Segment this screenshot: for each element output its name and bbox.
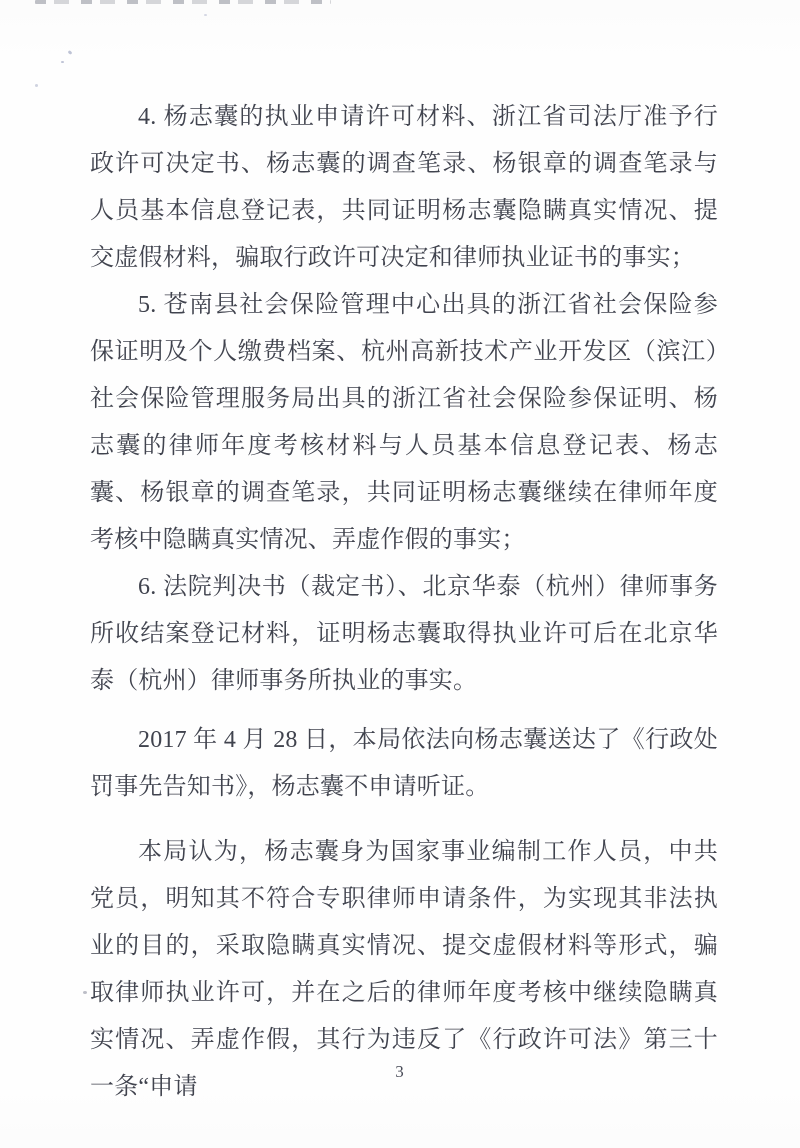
paragraph-evidence-item-4: 4. 杨志囊的执业申请许可材料、浙江省司法厅准予行政许可决定书、杨志囊的调查笔录、杨银章的调查笔录与人员基本信息登记表，共同证明杨志囊隐瞒真实情况、提交虚假材料，骗取行政许可决定和律师执业证书的事实； — [90, 104, 718, 271]
ink-speck — [83, 991, 87, 994]
ink-speck — [68, 50, 73, 55]
paragraph-prior-notice: 2017 年 4 月 28 日，本局依法向杨志囊送达了《行政处罚事先告知书》，杨志囊不申请听证。 — [90, 727, 718, 800]
paragraph-evidence-item-5: 5. 苍南县社会保险管理中心出具的浙江省社会保险参保证明及个人缴费档案、杭州高新技术产业开发区（滨江）社会保险管理服务局出具的浙江省社会保险参保证明、杨志囊的律师年度考核材料与人员基本信息登记表、杨志囊、杨银章的调查笔录，共同证明杨志囊继续在律师年度考核中隐瞒真实情况、弄虚作假的事实； — [90, 292, 718, 553]
document-body — [90, 0, 718, 1111]
ink-speck — [61, 61, 64, 63]
ink-speck — [35, 84, 38, 87]
paragraph-evidence-item-6: 6. 法院判决书（裁定书）、北京华泰（杭州）律师事务所收结案登记材料，证明杨志囊取得执业许可后在北京华泰（杭州）律师事务所执业的事实。 — [90, 574, 718, 694]
paragraph-bureau-opinion: 本局认为，杨志囊身为国家事业编制工作人员，中共党员，明知其不符合专职律师申请条件，为实现其非法执业的目的，采取隐瞒真实情况、提交虚假材料等形式，骗取律师执业许可，并在之后的律师年度考核中继续隐瞒真实情况、弄虚作假，其行为违反了《行政许可法》第三十一条“申请 — [90, 839, 718, 1100]
page-number: 3 — [395, 1062, 405, 1081]
